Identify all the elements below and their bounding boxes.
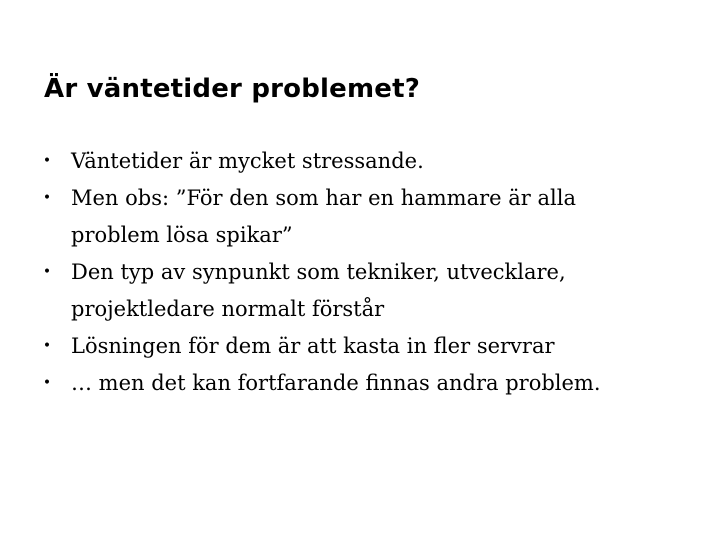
bullet-text-continuation: projektledare normalt förstår — [71, 297, 385, 321]
bullet-text: Väntetider är mycket stressande. — [71, 149, 424, 173]
bullet-icon: • — [42, 338, 52, 354]
bullet-list — [40, 143, 690, 402]
bullet-text: Men obs: ”För den som har en hammare är alla — [71, 186, 576, 210]
bullet-icon: • — [42, 153, 52, 169]
bullet-text: … men det kan fortfarande finnas andra problem. — [71, 371, 601, 395]
bullet-icon: • — [42, 190, 52, 206]
bullet-icon: • — [42, 264, 52, 280]
bullet-text: Den typ av synpunkt som tekniker, utvecklare, — [71, 260, 566, 284]
bullet-item — [40, 365, 690, 402]
bullet-item — [40, 143, 690, 180]
bullet-text-continuation: problem lösa spikar” — [71, 223, 293, 247]
bullet-item — [40, 254, 690, 328]
slide-title: Är väntetider problemet? — [44, 74, 421, 104]
bullet-text: Lösningen för dem är att kasta in fler servrar — [71, 334, 555, 358]
bullet-icon: • — [42, 375, 52, 391]
bullet-item — [40, 328, 690, 365]
bullet-item — [40, 180, 690, 254]
